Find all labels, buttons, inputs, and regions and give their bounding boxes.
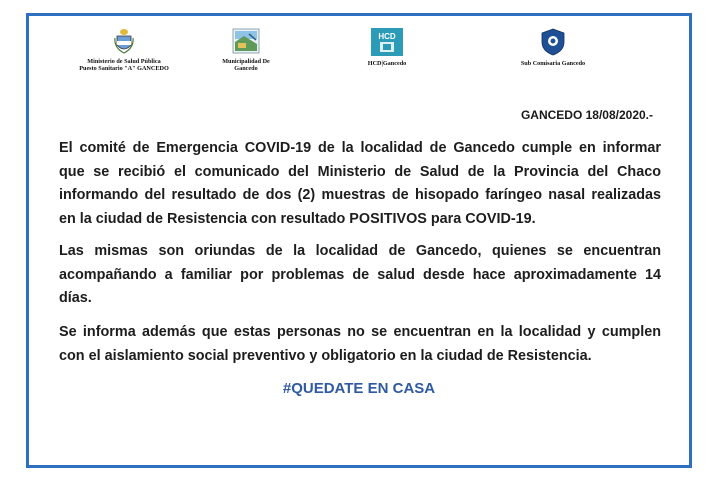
logo-sub-comisaria (503, 28, 603, 67)
municipality-crest-icon (232, 28, 260, 54)
paragraph-line: días. (59, 290, 92, 306)
logo-line: Municipalidad De (222, 58, 270, 65)
logo-line: Ministerio de Salud Pública (87, 58, 161, 65)
paragraph-line: Las mismas son oriundas de la localidad de Gancedo, quienes se encuentran (59, 243, 661, 259)
paragraph-line: informando del resultado de dos (2) muestras de hisopado faríngeo nasal realizadas (59, 187, 661, 203)
paragraph-line: en la ciudad de Resistencia con resultado POSITIVOS para COVID-19. (59, 210, 536, 227)
svg-text:HCD: HCD (378, 32, 396, 41)
paragraph-line: El comité de Emergencia COVID-19 de la localidad de Gancedo cumple en informar (59, 140, 661, 156)
logo-line: Sub Comisaria Gancedo (520, 60, 586, 67)
hashtag-quedate-en-casa: #QUEDATE EN CASA (282, 380, 436, 397)
paragraph-1 (59, 137, 661, 231)
document-frame (26, 13, 692, 468)
paragraph-line: con el aislamiento social preventivo y obligatorio en la ciudad de Resistencia. (59, 347, 592, 364)
logo-municipalidad (213, 28, 279, 72)
document-date: GANCEDO 18/08/2020.- (520, 108, 653, 122)
paragraph-3 (59, 321, 661, 368)
province-shield-icon (114, 28, 134, 54)
paragraph-line: que se recibió el comunicado del Ministerio de Salud de la Provincia del Chaco (59, 163, 661, 180)
logo-hcd (357, 28, 417, 67)
hcd-logo-icon (371, 28, 403, 56)
paragraph-2 (59, 240, 661, 311)
police-badge-icon (540, 28, 566, 56)
paragraph-line: Se informa además que estas personas no se encuentran en la localidad y cumplen (59, 324, 661, 340)
logo-line: Puesto Sanitario "A" GANCEDO (79, 65, 169, 72)
logo-ministerio-salud (69, 28, 179, 72)
paragraph-line: acompañando a familiar por problemas de salud desde hace aproximadamente 14 (59, 266, 661, 283)
logo-line: HCD|Gancedo (367, 60, 407, 67)
logo-line: Gancedo (234, 65, 258, 72)
